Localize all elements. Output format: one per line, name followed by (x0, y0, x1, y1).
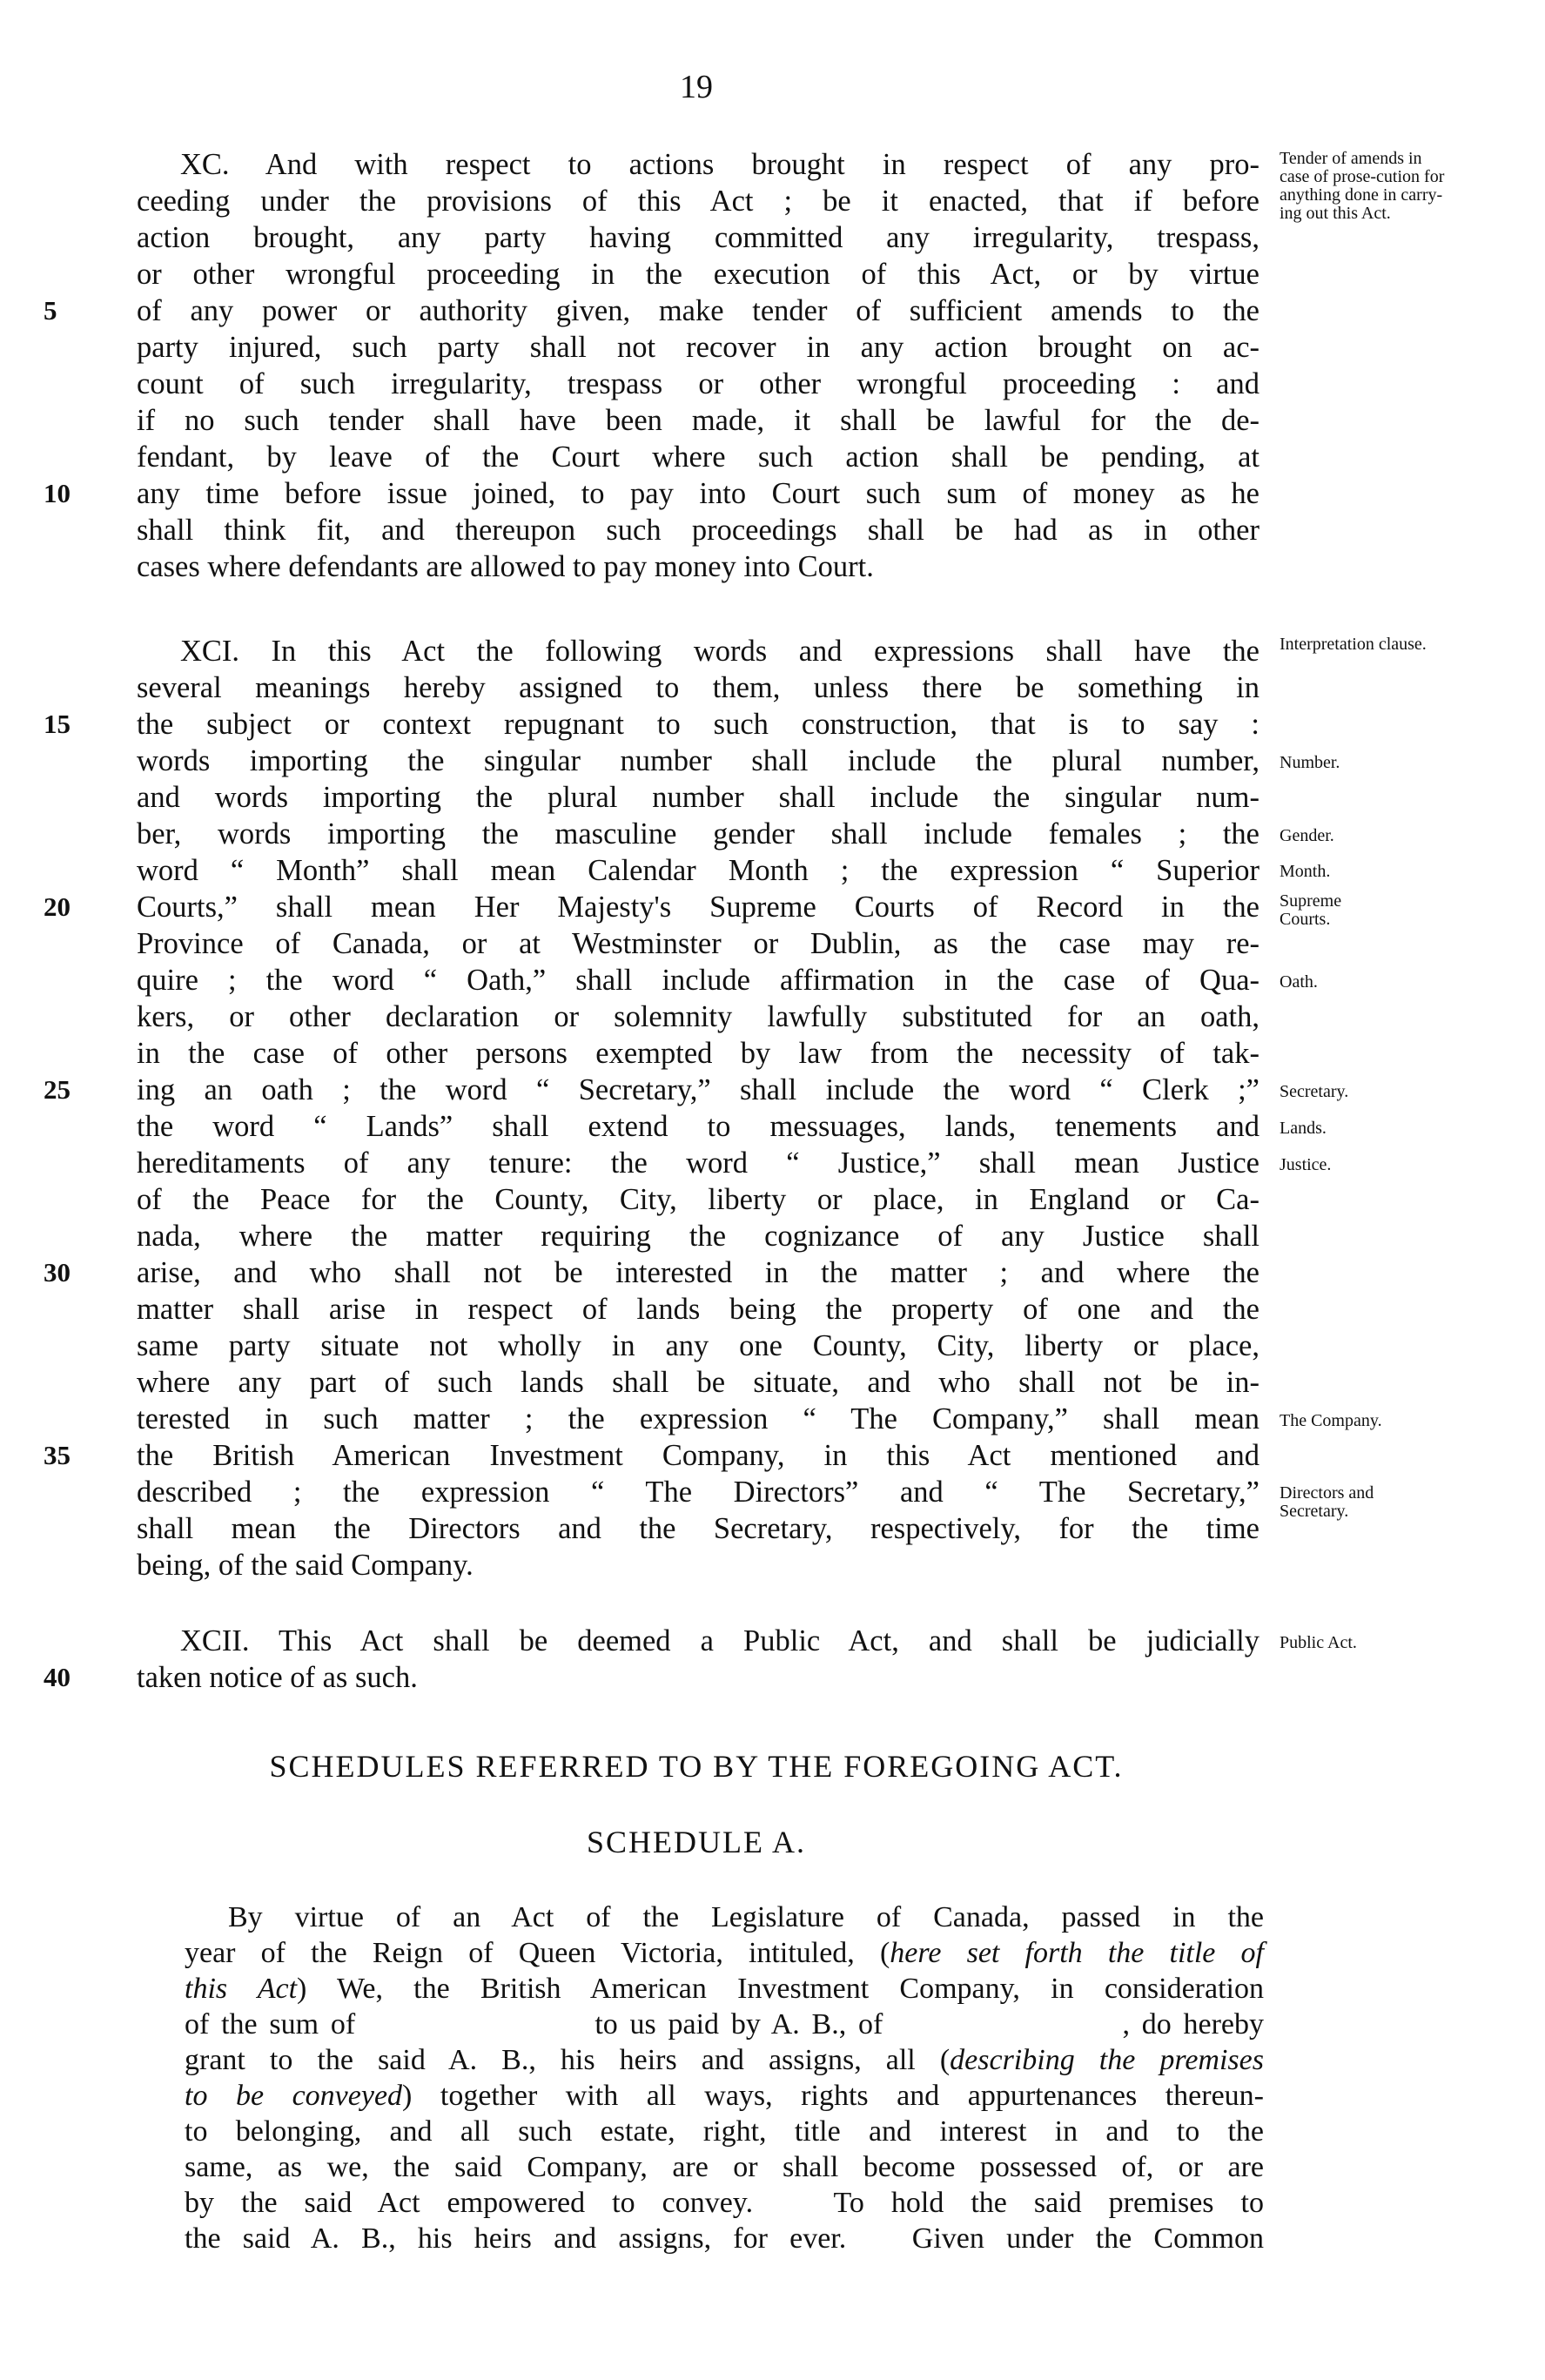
text-line: matter shall arise in respect of lands being the property of one and the (137, 1293, 1260, 1326)
text-line: of any power or authority given, make tender of sufficient amends to the (137, 294, 1260, 327)
text-line: XCI. In this Act the following words and expressions shall have the (180, 635, 1260, 668)
text-line: the subject or context repugnant to such construction, that is to say : (137, 708, 1260, 741)
text-line: fendant, by leave of the Court where such action shall be pending, at (137, 440, 1260, 474)
text-line: shall think fit, and thereupon such proceedings shall be had as in other (137, 514, 1260, 547)
text-line: by the said Act empowered to convey. To hold the said premises to (185, 2187, 1264, 2219)
text-line: same, as we, the said Company, are or shall become possessed of, or are (185, 2151, 1264, 2183)
text-line: being, of the said Company. (137, 1549, 474, 1582)
margin-note-lands: Lands. (1280, 1119, 1327, 1138)
text-line: Province of Canada, or at Westminster or Dublin, as the case may re- (137, 927, 1260, 960)
text-line: ing an oath ; the word “ Secretary,” shall include the word “ Clerk ;” (137, 1073, 1260, 1106)
text-line: the word “ Lands” shall extend to messuages, lands, tenements and (137, 1110, 1260, 1143)
text-line: quire ; the word “ Oath,” shall include affirmation in the case of Qua- (137, 964, 1260, 997)
line-number: 10 (44, 478, 71, 508)
text-line: Courts,” shall mean Her Majesty's Supreme Courts of Record in the (137, 891, 1260, 924)
margin-note-number: Number. (1280, 753, 1340, 772)
text-line: to belonging, and all such estate, right, title and interest in and to the (185, 2115, 1264, 2148)
text-line: the said A. B., his heirs and assigns, for ever. Given under the Common (185, 2222, 1264, 2255)
text-line: arise, and who shall not be interested in the matter ; and where the (137, 1256, 1260, 1289)
margin-note-secretary: Secretary. (1280, 1082, 1349, 1101)
heading-schedules: SCHEDULES REFERRED TO BY THE FOREGOING ACT. (269, 1749, 1124, 1784)
text-line: taken notice of as such. (137, 1661, 418, 1694)
text-line: XCII. This Act shall be deemed a Public Act, and shall be judicially (180, 1624, 1260, 1657)
text-line: party injured, such party shall not recover in any action brought on ac- (137, 331, 1260, 364)
text-line: the British American Investment Company, in this Act mentioned and (137, 1439, 1260, 1472)
line-number: 35 (44, 1440, 71, 1470)
text-line: if no such tender shall have been made, it shall be lawful for the de- (137, 404, 1260, 437)
text-line: grant to the said A. B., his heirs and assigns, all (describing the premises (185, 2044, 1264, 2076)
text-line: and words importing the plural number shall include the singular num- (137, 781, 1260, 814)
text-line: nada, where the matter requiring the cognizance of any Justice shall (137, 1220, 1260, 1253)
text-line: this Act) We, the British American Investment Company, in consideration (185, 1973, 1264, 2005)
text-line: described ; the expression “ The Directors” and “ The Secretary,” (137, 1476, 1260, 1509)
text-line: cases where defendants are allowed to pay money into Court. (137, 550, 874, 583)
page-number: 19 (680, 69, 713, 105)
text-line: in the case of other persons exempted by law from the necessity of tak- (137, 1037, 1260, 1070)
text-line: to be conveyed) together with all ways, rights and appurtenances thereun- (185, 2080, 1264, 2112)
margin-note-public-act: Public Act. (1280, 1633, 1357, 1652)
text-line: hereditaments of any tenure: the word “ Justice,” shall mean Justice (137, 1146, 1260, 1180)
text-line: of the sum of to us paid by A. B., of , do hereby (185, 2008, 1264, 2040)
margin-note-justice: Justice. (1280, 1155, 1332, 1174)
text-line: kers, or other declaration or solemnity lawfully substituted for an oath, (137, 1000, 1260, 1033)
margin-note-oath: Oath. (1280, 972, 1318, 992)
margin-note-gender: Gender. (1280, 826, 1334, 845)
line-number: 40 (44, 1662, 71, 1692)
text-line: count of such irregularity, trespass or other wrongful proceeding : and (137, 367, 1260, 400)
text-line: where any part of such lands shall be situate, and who shall not be in- (137, 1366, 1260, 1399)
text-line: several meanings hereby assigned to them, unless there be something in (137, 671, 1260, 704)
text-line: shall mean the Directors and the Secretary, respectively, for the time (137, 1512, 1260, 1545)
text-line: any time before issue joined, to pay into Court such sum of money as he (137, 477, 1260, 510)
heading-schedule-a: SCHEDULE A. (586, 1825, 806, 1859)
text-line: By virtue of an Act of the Legislature of Canada, passed in the (228, 1901, 1264, 1933)
text-line: words importing the singular number shall include the plural number, (137, 744, 1260, 777)
text-line: ceeding under the provisions of this Act ; be it enacted, that if before (137, 185, 1260, 218)
text-line: word “ Month” shall mean Calendar Month ; the expression “ Superior (137, 854, 1260, 887)
margin-note-month: Month. (1280, 862, 1331, 881)
text-line: ber, words importing the masculine gender shall include females ; the (137, 817, 1260, 850)
margin-note-supreme-courts: Supreme Courts. (1280, 891, 1342, 929)
margin-note-interpretation: Interpretation clause. (1280, 635, 1427, 654)
text-line: year of the Reign of Queen Victoria, intituled, (here set forth the title of (185, 1937, 1264, 1969)
text-line: or other wrongful proceeding in the execution of this Act, or by virtue (137, 258, 1260, 291)
line-number: 25 (44, 1074, 71, 1105)
line-number: 20 (44, 891, 71, 922)
text-line: same party situate not wholly in any one County, City, liberty or place, (137, 1329, 1260, 1362)
text-line: terested in such matter ; the expression “ The Company,” shall mean (137, 1402, 1260, 1435)
margin-note-tender: Tender of amends in case of prose-cution for anything done in carry-ing out this Act. (1280, 149, 1445, 223)
text-line: XC. And with respect to actions brought in respect of any pro- (180, 148, 1260, 181)
margin-note-directors: Directors and Secretary. (1280, 1483, 1374, 1521)
text-line: action brought, any party having committed any irregularity, trespass, (137, 221, 1260, 254)
margin-note-company: The Company. (1280, 1411, 1382, 1430)
line-number: 15 (44, 709, 71, 739)
text-line: of the Peace for the County, City, liberty or place, in England or Ca- (137, 1183, 1260, 1216)
line-number: 5 (44, 295, 57, 326)
line-number: 30 (44, 1257, 71, 1287)
